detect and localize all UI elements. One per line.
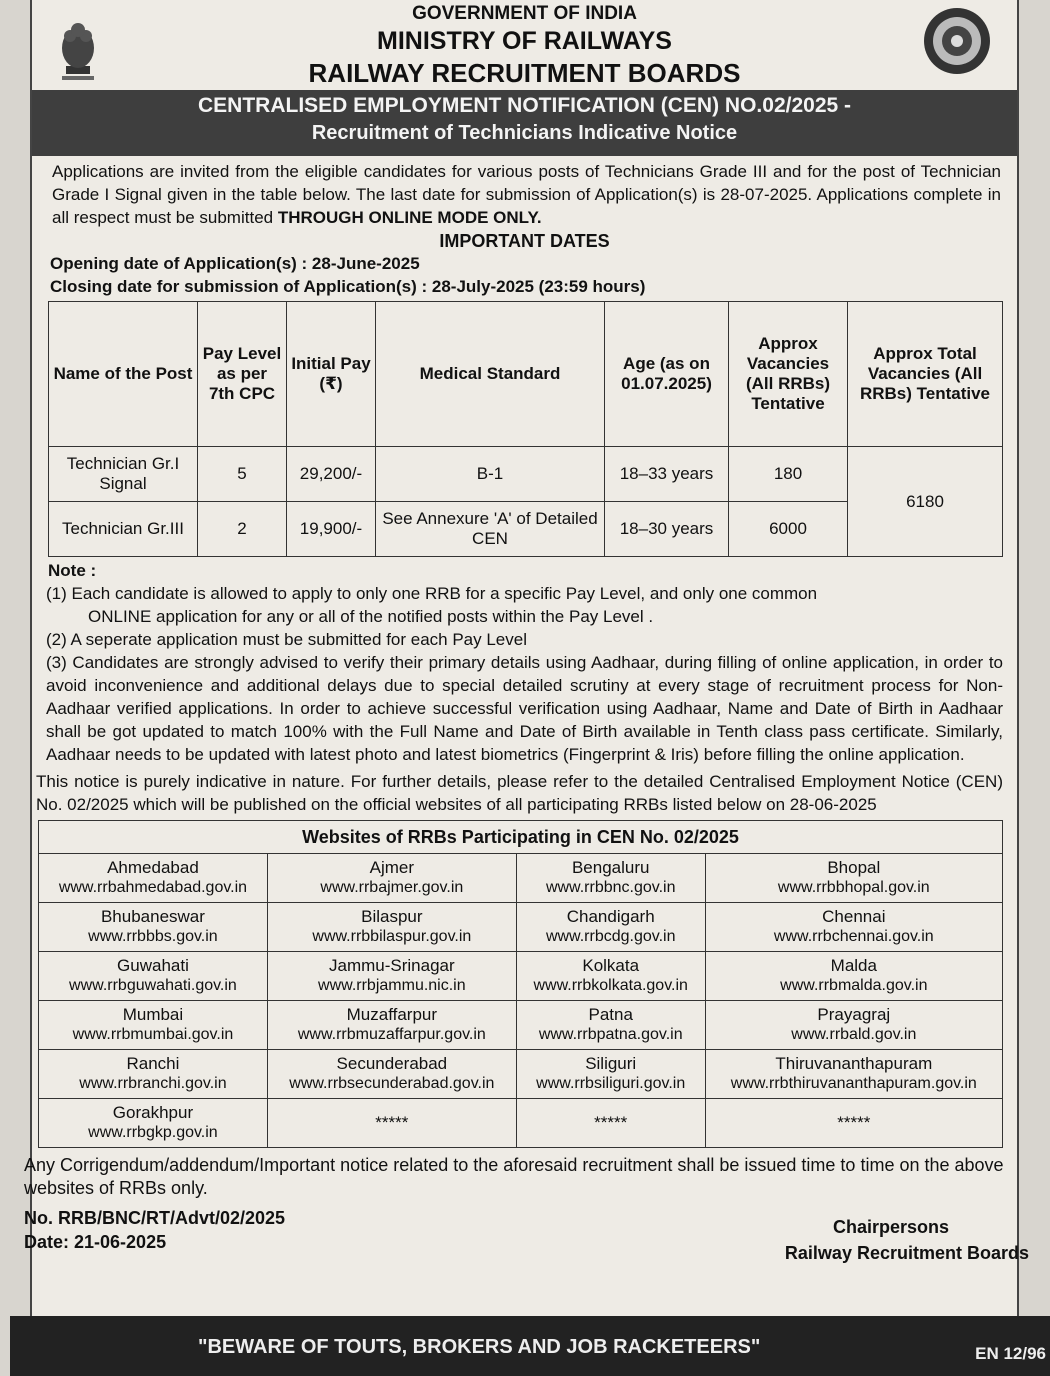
- cen-subtitle: Recruitment of Technicians Indicative Notice: [311, 122, 738, 144]
- rrb-city: Ranchi: [126, 1054, 180, 1073]
- cell-post: Technician Gr.I Signal: [49, 447, 198, 502]
- cell-total: 6180: [848, 447, 1003, 557]
- rrb-signature: Railway Recruitment Boards: [784, 1243, 1029, 1263]
- footer: [24, 1200, 1029, 1280]
- rrb-website-link[interactable]: www.rrbmalda.gov.in: [780, 977, 928, 994]
- rrb-city: Secunderabad: [336, 1054, 448, 1073]
- rrb-cell: [39, 854, 268, 903]
- rrb-city: Bengaluru: [571, 858, 650, 877]
- rrb-cell: [705, 1099, 1002, 1148]
- rrb-city: Muzaffarpur: [346, 1005, 438, 1024]
- cell-post: Technician Gr.III: [49, 502, 198, 557]
- rrb-city: Patna: [588, 1005, 633, 1024]
- rrb-cell: [267, 1099, 516, 1148]
- intro-paragraph: [32, 156, 1017, 229]
- table-row: [39, 952, 1003, 1001]
- closing-date: Closing date for submission of Application(s) : 28-July-2025 (23:59 hours): [50, 277, 646, 296]
- websites-title: Websites of RRBs Participating in CEN No. 02/2025: [39, 821, 1003, 854]
- rrb-website-link[interactable]: www.rrbpatna.gov.in: [538, 1026, 683, 1043]
- corrigendum-text: Any Corrigendum/addendum/Important notice related to the aforesaid recruitment shall be issued time to time on the above websites of RRBs only.: [24, 1155, 1004, 1198]
- rrb-website-link[interactable]: www.rrbguwahati.gov.in: [69, 977, 237, 994]
- header-post: Name of the Post: [49, 302, 198, 447]
- rrb-website-link[interactable]: www.rrbranchi.gov.in: [79, 1075, 227, 1092]
- rrb-city: Chandigarh: [566, 907, 655, 926]
- rrb-website-link[interactable]: www.rrbchennai.gov.in: [773, 928, 934, 945]
- rrb-website-link[interactable]: www.rrbsecunderabad.gov.in: [289, 1075, 495, 1092]
- notice-page: [24, 0, 1046, 1376]
- rrb-city: Malda: [830, 956, 877, 975]
- rrb-city: Bhubaneswar: [100, 907, 205, 926]
- rrb-website-link[interactable]: www.rrbthiruvananthapuram.gov.in: [730, 1075, 977, 1092]
- cell-vacancies: 180: [729, 447, 848, 502]
- cell-pay: 29,200/-: [287, 447, 376, 502]
- rrb-city: Ahmedabad: [107, 858, 199, 877]
- rrb-website-link[interactable]: www.rrbbbs.gov.in: [88, 928, 218, 945]
- rrb-city: Thiruvananthapuram: [775, 1054, 933, 1073]
- header-medical: Medical Standard: [376, 302, 605, 447]
- header-level: Pay Level as per 7th CPC: [198, 302, 287, 447]
- rrb-cell: [267, 952, 516, 1001]
- rrb-city: Jammu-Srinagar: [329, 956, 455, 975]
- beware-text: "BEWARE OF TOUTS, BROKERS AND JOB RACKETEERS": [198, 1336, 761, 1358]
- websites-table: [38, 820, 1003, 1148]
- rrb-cell: [516, 952, 705, 1001]
- rrb-city: *****: [837, 1113, 871, 1132]
- rrb-cell: [39, 1099, 268, 1148]
- rrb-city: Bilaspur: [361, 907, 423, 926]
- notes-section: [32, 557, 1017, 766]
- rrb-website-link[interactable]: www.rrbald.gov.in: [791, 1026, 917, 1043]
- rrb-cell: [39, 903, 268, 952]
- header-total: Approx Total Vacancies (All RRBs) Tentative: [848, 302, 1003, 447]
- rrb-cell: [39, 952, 268, 1001]
- table-row: [39, 1001, 1003, 1050]
- cen-title: CENTRALISED EMPLOYMENT NOTIFICATION (CEN) NO.02/2025 -: [198, 94, 851, 117]
- intro-bold: THROUGH ONLINE MODE ONLY.: [277, 208, 542, 227]
- opening-date: Opening date of Application(s) : 28-June-2025: [50, 254, 420, 273]
- cell-medical: See Annexure 'A' of Detailed CEN: [376, 502, 605, 557]
- rrb-cell: [267, 903, 516, 952]
- advt-number: No. RRB/BNC/RT/Advt/02/2025: [24, 1208, 286, 1228]
- rrb-city: Kolkata: [582, 956, 640, 975]
- rrb-cell: [267, 854, 516, 903]
- rrb-cell: [39, 1001, 268, 1050]
- note-label: Note :: [48, 561, 97, 580]
- rrb-city: *****: [375, 1113, 409, 1132]
- rrb-website-link[interactable]: www.rrbbhopal.gov.in: [777, 879, 930, 896]
- rrb-website-link[interactable]: www.rrbcdg.gov.in: [545, 928, 676, 945]
- rrb-website-link[interactable]: www.rrbmumbai.gov.in: [72, 1026, 234, 1043]
- rrb-city: Chennai: [822, 907, 886, 926]
- rrb-cell: [267, 1050, 516, 1099]
- rrb-cell: [516, 854, 705, 903]
- rrb-city: Bhopal: [827, 858, 881, 877]
- govt-line: GOVERNMENT OF INDIA: [412, 3, 637, 24]
- rrb-city: Ajmer: [369, 858, 415, 877]
- header-vacancies: Approx Vacancies (All RRBs) Tentative: [729, 302, 848, 447]
- rrb-cell: [705, 952, 1002, 1001]
- rrb-cell: [39, 1050, 268, 1099]
- rrb-cell: [705, 1001, 1002, 1050]
- national-emblem-icon: [52, 14, 104, 88]
- table-row: [49, 447, 1003, 502]
- chairpersons-block: [785, 1214, 1029, 1266]
- rrb-city: Siliguri: [585, 1054, 637, 1073]
- posts-table: [48, 301, 1003, 557]
- note-1a: (1) Each candidate is allowed to apply to only one RRB for a specific Pay Level, and only one common: [46, 584, 818, 603]
- rrb-cell: [516, 1050, 705, 1099]
- note-3: (3) Candidates are strongly advised to verify their primary details using Aadhaar, during filling of online application, in order to avoid inconvenience and additional delays due to special detailed scrutiny at every stage of recruitment process for Non-Aadhaar verified applications. In order to achieve successful verification using Aadhaar, Name and Date of Birth in Aadhaar shall be got updated to match 100% with the Full Name and Date of Birth available in Tenth class pass certificate. Similarly, Aadhaar needs to be updated with latest photo and latest biometrics (Fingerprint & Iris) before filling the online application.: [46, 653, 1003, 764]
- rrb-website-link[interactable]: www.rrbbnc.gov.in: [545, 879, 676, 896]
- advt-date: Date: 21-06-2025: [24, 1232, 167, 1252]
- rrb-city: *****: [594, 1113, 628, 1132]
- intro-text: Applications are invited from the eligible candidates for various posts of Technicians Grade III and for the post of Technician Grade I Signal given in the table below. The last date for submission of Application(s) is 28-07-2025. Applications complete in all respect must be submitted: [52, 162, 1001, 227]
- railway-logo-icon: [922, 6, 992, 76]
- rrb-city: Mumbai: [122, 1005, 184, 1024]
- rrb-website-link[interactable]: www.rrbahmedabad.gov.in: [58, 879, 248, 896]
- ministry-line: MINISTRY OF RAILWAYS: [377, 27, 672, 55]
- header-pay: Initial Pay (₹): [287, 302, 376, 447]
- beware-banner: [10, 1316, 1050, 1376]
- cen-banner: [32, 90, 1017, 156]
- rrb-cell: [516, 1099, 705, 1148]
- rrb-city: Guwahati: [117, 956, 189, 975]
- rrb-cell: [705, 854, 1002, 903]
- rrb-website-link[interactable]: www.rrbmuzaffarpur.gov.in: [297, 1026, 486, 1043]
- rrb-cell: [516, 903, 705, 952]
- note-1b: ONLINE application for any or all of the notified posts within the Pay Level .: [88, 607, 654, 626]
- rrb-cell: [267, 1001, 516, 1050]
- rrb-city: Prayagraj: [817, 1005, 891, 1024]
- rrb-website-link[interactable]: www.rrbajmer.gov.in: [320, 879, 464, 896]
- cell-medical: B-1: [376, 447, 605, 502]
- table-header-row: [49, 302, 1003, 447]
- header: [32, 0, 1017, 90]
- chairpersons: Chairpersons: [832, 1217, 949, 1237]
- advt-block: [24, 1206, 285, 1254]
- cell-vacancies: 6000: [729, 502, 848, 557]
- cell-age: 18–30 years: [605, 502, 729, 557]
- rrb-website-link[interactable]: www.rrbgkp.gov.in: [88, 1124, 218, 1141]
- rrb-website-link[interactable]: www.rrbkolkata.gov.in: [533, 977, 688, 994]
- table-row: [39, 903, 1003, 952]
- cell-age: 18–33 years: [605, 447, 729, 502]
- rrb-website-link[interactable]: www.rrbsiliguri.gov.in: [536, 1075, 686, 1092]
- rrb-website-link[interactable]: www.rrbjammu.nic.in: [318, 977, 466, 994]
- rrb-cell: [705, 903, 1002, 952]
- table-row: [39, 1050, 1003, 1099]
- cell-level: 2: [198, 502, 287, 557]
- en-code: EN 12/96: [975, 1344, 1046, 1363]
- cell-level: 5: [198, 447, 287, 502]
- note-2: (2) A seperate application must be submitted for each Pay Level: [46, 630, 527, 649]
- important-dates-heading: IMPORTANT DATES: [439, 231, 610, 251]
- rrb-city: Gorakhpur: [112, 1103, 194, 1122]
- rrb-cell: [516, 1001, 705, 1050]
- indicative-paragraph: This notice is purely indicative in nature. For further details, please refer to the detailed Centralised Employment Notice (CEN) No. 02/2025 which will be published on the official websites of all participating RRBs listed below on 28-06-2025: [36, 772, 1003, 814]
- header-age: Age (as on 01.07.2025): [605, 302, 729, 447]
- rrb-line: RAILWAY RECRUITMENT BOARDS: [308, 58, 741, 88]
- rrb-website-link[interactable]: www.rrbbilaspur.gov.in: [312, 928, 472, 945]
- table-row: [39, 854, 1003, 903]
- cell-pay: 19,900/-: [287, 502, 376, 557]
- table-row: [39, 1099, 1003, 1148]
- rrb-cell: [705, 1050, 1002, 1099]
